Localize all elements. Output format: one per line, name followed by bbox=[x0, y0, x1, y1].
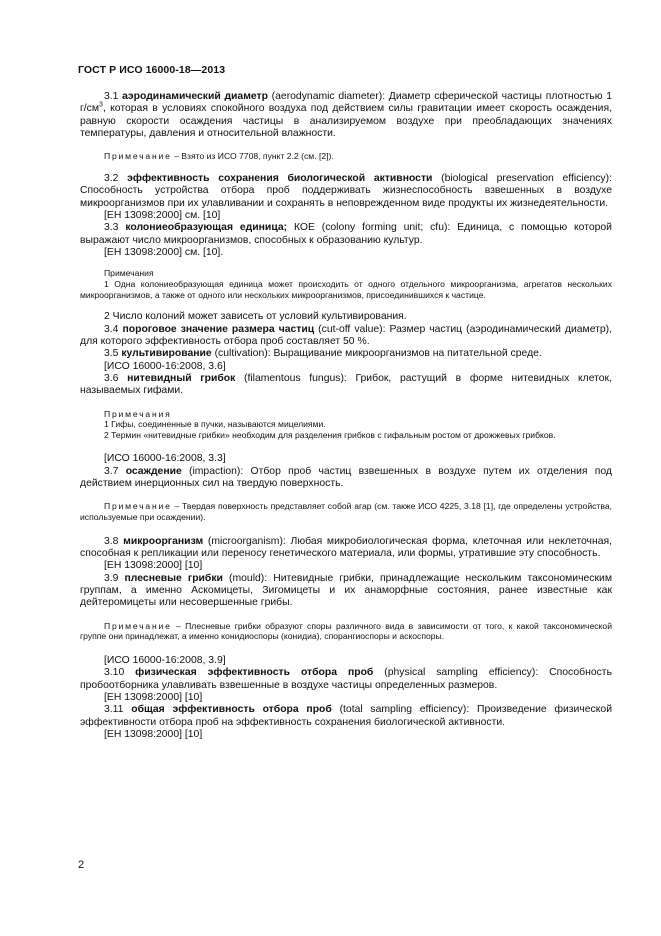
notes-3-3-label: Примечания bbox=[104, 268, 154, 279]
note-3-6-1: 1 Гифы, соединенные в пучки, называются мицелиями. bbox=[104, 419, 326, 430]
term-3-9: 3.9 плесневые грибки (mould): Нитевидные грибки, принадлежащие нескольким таксономическим группам, а именно Аскомицеты, Зигомицеты и их анаморфные состояния, ранее известные как дейтеромицеты или несовершенные грибы. bbox=[80, 572, 612, 609]
ref-3-9: [ИСО 16000-16:2008, 3.9] bbox=[104, 654, 226, 666]
term-3-1: 3.1 аэродинамический диаметр (aerodynamic diameter): Диаметр сферической частицы плотностью 1 $г/см^3$, которая в условиях спокойного воздуха под действием силы гравитации имеет скорость осаждения, равную скорости осаждения частицы в анализируемом воздухе при преобладающих значениях температуры, давления и относительной влажности. bbox=[80, 91, 612, 140]
ref-3-8: [ЕН 13098:2000] [10] bbox=[104, 560, 203, 572]
note-3-6-2: 2 Термин «нитевидные грибки» необходим для разделения грибков с гифальным ростом от дрожжевых грибков. bbox=[104, 429, 556, 440]
term-3-8: 3.8 микроорганизм (microorganism): Любая микробиологическая форма, клеточная или неклеточная, способная к репликации или переносу генетического материала, или формы, утратившие эту способность. bbox=[80, 535, 612, 559]
note-3-9: Примечание – Плесневые грибки образуют споры различного вида в зависимости от того, к какой таксономической группе они принадлежат, а именно конидиоспоры (конидиа), спорангиоспоры и аскоспоры. bbox=[80, 620, 612, 642]
term-3-10: 3.10 физическая эффективность отбора проб (physical sampling efficiency): Способность пробоотборника улавливать взвешенные в воздухе частицы определенных размеров. bbox=[80, 667, 612, 691]
page-number: 2 bbox=[78, 859, 85, 871]
term-3-4: 3.4 пороговое значение размера частиц (cut-off value): Размер частиц (аэродинамический диаметр), для которого эффективность отбора проб составляет 50 %. bbox=[80, 323, 613, 347]
note-3-7: Примечание – Твердая поверхность представляет собой агар (см. также ИСО 4225, 3.18 [1], где определены устройства, используемые при осаждении). bbox=[80, 501, 612, 522]
term-3-6: 3.6 нитевидный грибок (filamentous fungus): Грибок, растущий в форме нитевидных клеток, называемых гифами. bbox=[80, 372, 612, 397]
document-body bbox=[80, 91, 612, 741]
ref-3-2: [ЕН 13098:2000] см. [10] bbox=[104, 210, 221, 221]
term-3-2: 3.2 эффективность сохранения биологической активности (biological preservation efficiency): Способность устройства отбора проб поддерживать жизнеспособность взвешенных в воздухе микроорганизмов при их улавливании и сохранять в неповрежденном виде продукты их жизнедеятельности. bbox=[80, 172, 612, 209]
ref-3-5: [ИСО 16000-16:2008, 3.6] bbox=[104, 360, 226, 372]
ref-3-6: [ИСО 16000-16:2008, 3.3] bbox=[104, 453, 226, 465]
term-3-3: 3.3 колониеобразующая единица; КОЕ (colony forming unit; cfu): Единица, с помощью которой выражают число микроорганизмов, способных к образованию культур. bbox=[80, 222, 612, 246]
ref-3-3: [ЕН 13098:2000] см. [10]. bbox=[104, 247, 224, 259]
ref-3-10: [ЕН 13098:2000] [10] bbox=[104, 691, 203, 703]
term-3-7: 3.7 осаждение (impaction): Отбор проб частиц взвешенных в воздухе путем их отделения под действием инерционных сил на твердую поверхность. bbox=[80, 465, 612, 490]
note-3-3-1: 1 Одна колониеобразующая единица может происходить от одного отдельного микроорганизма, агрегатов нескольких микроорганизмов, а также от одного или нескольких микроорганизмов, присоединившихся к частице. bbox=[80, 278, 612, 300]
notes-3-6-label: Примечания bbox=[104, 408, 172, 419]
ref-3-11: [ЕН 13098:2000] [10] bbox=[104, 728, 203, 740]
note-3-1: Примечание – Взято из ИСО 7708, пункт 2.2 (см. [2]). bbox=[104, 151, 334, 162]
note-3-3-2: 2 Число колоний может зависеть от условий культивирования. bbox=[104, 311, 407, 323]
term-3-5: 3.5 культивирование (cultivation): Выращивание микроорганизмов на питательной среде. bbox=[104, 348, 542, 360]
document-header: ГОСТ Р ИСО 16000-18—2013 bbox=[78, 64, 226, 76]
term-3-11: 3.11 общая эффективность отбора проб (total sampling efficiency): Произведение физической эффективности отбора проб на эффективность сохранения биологической активности. bbox=[80, 704, 612, 728]
